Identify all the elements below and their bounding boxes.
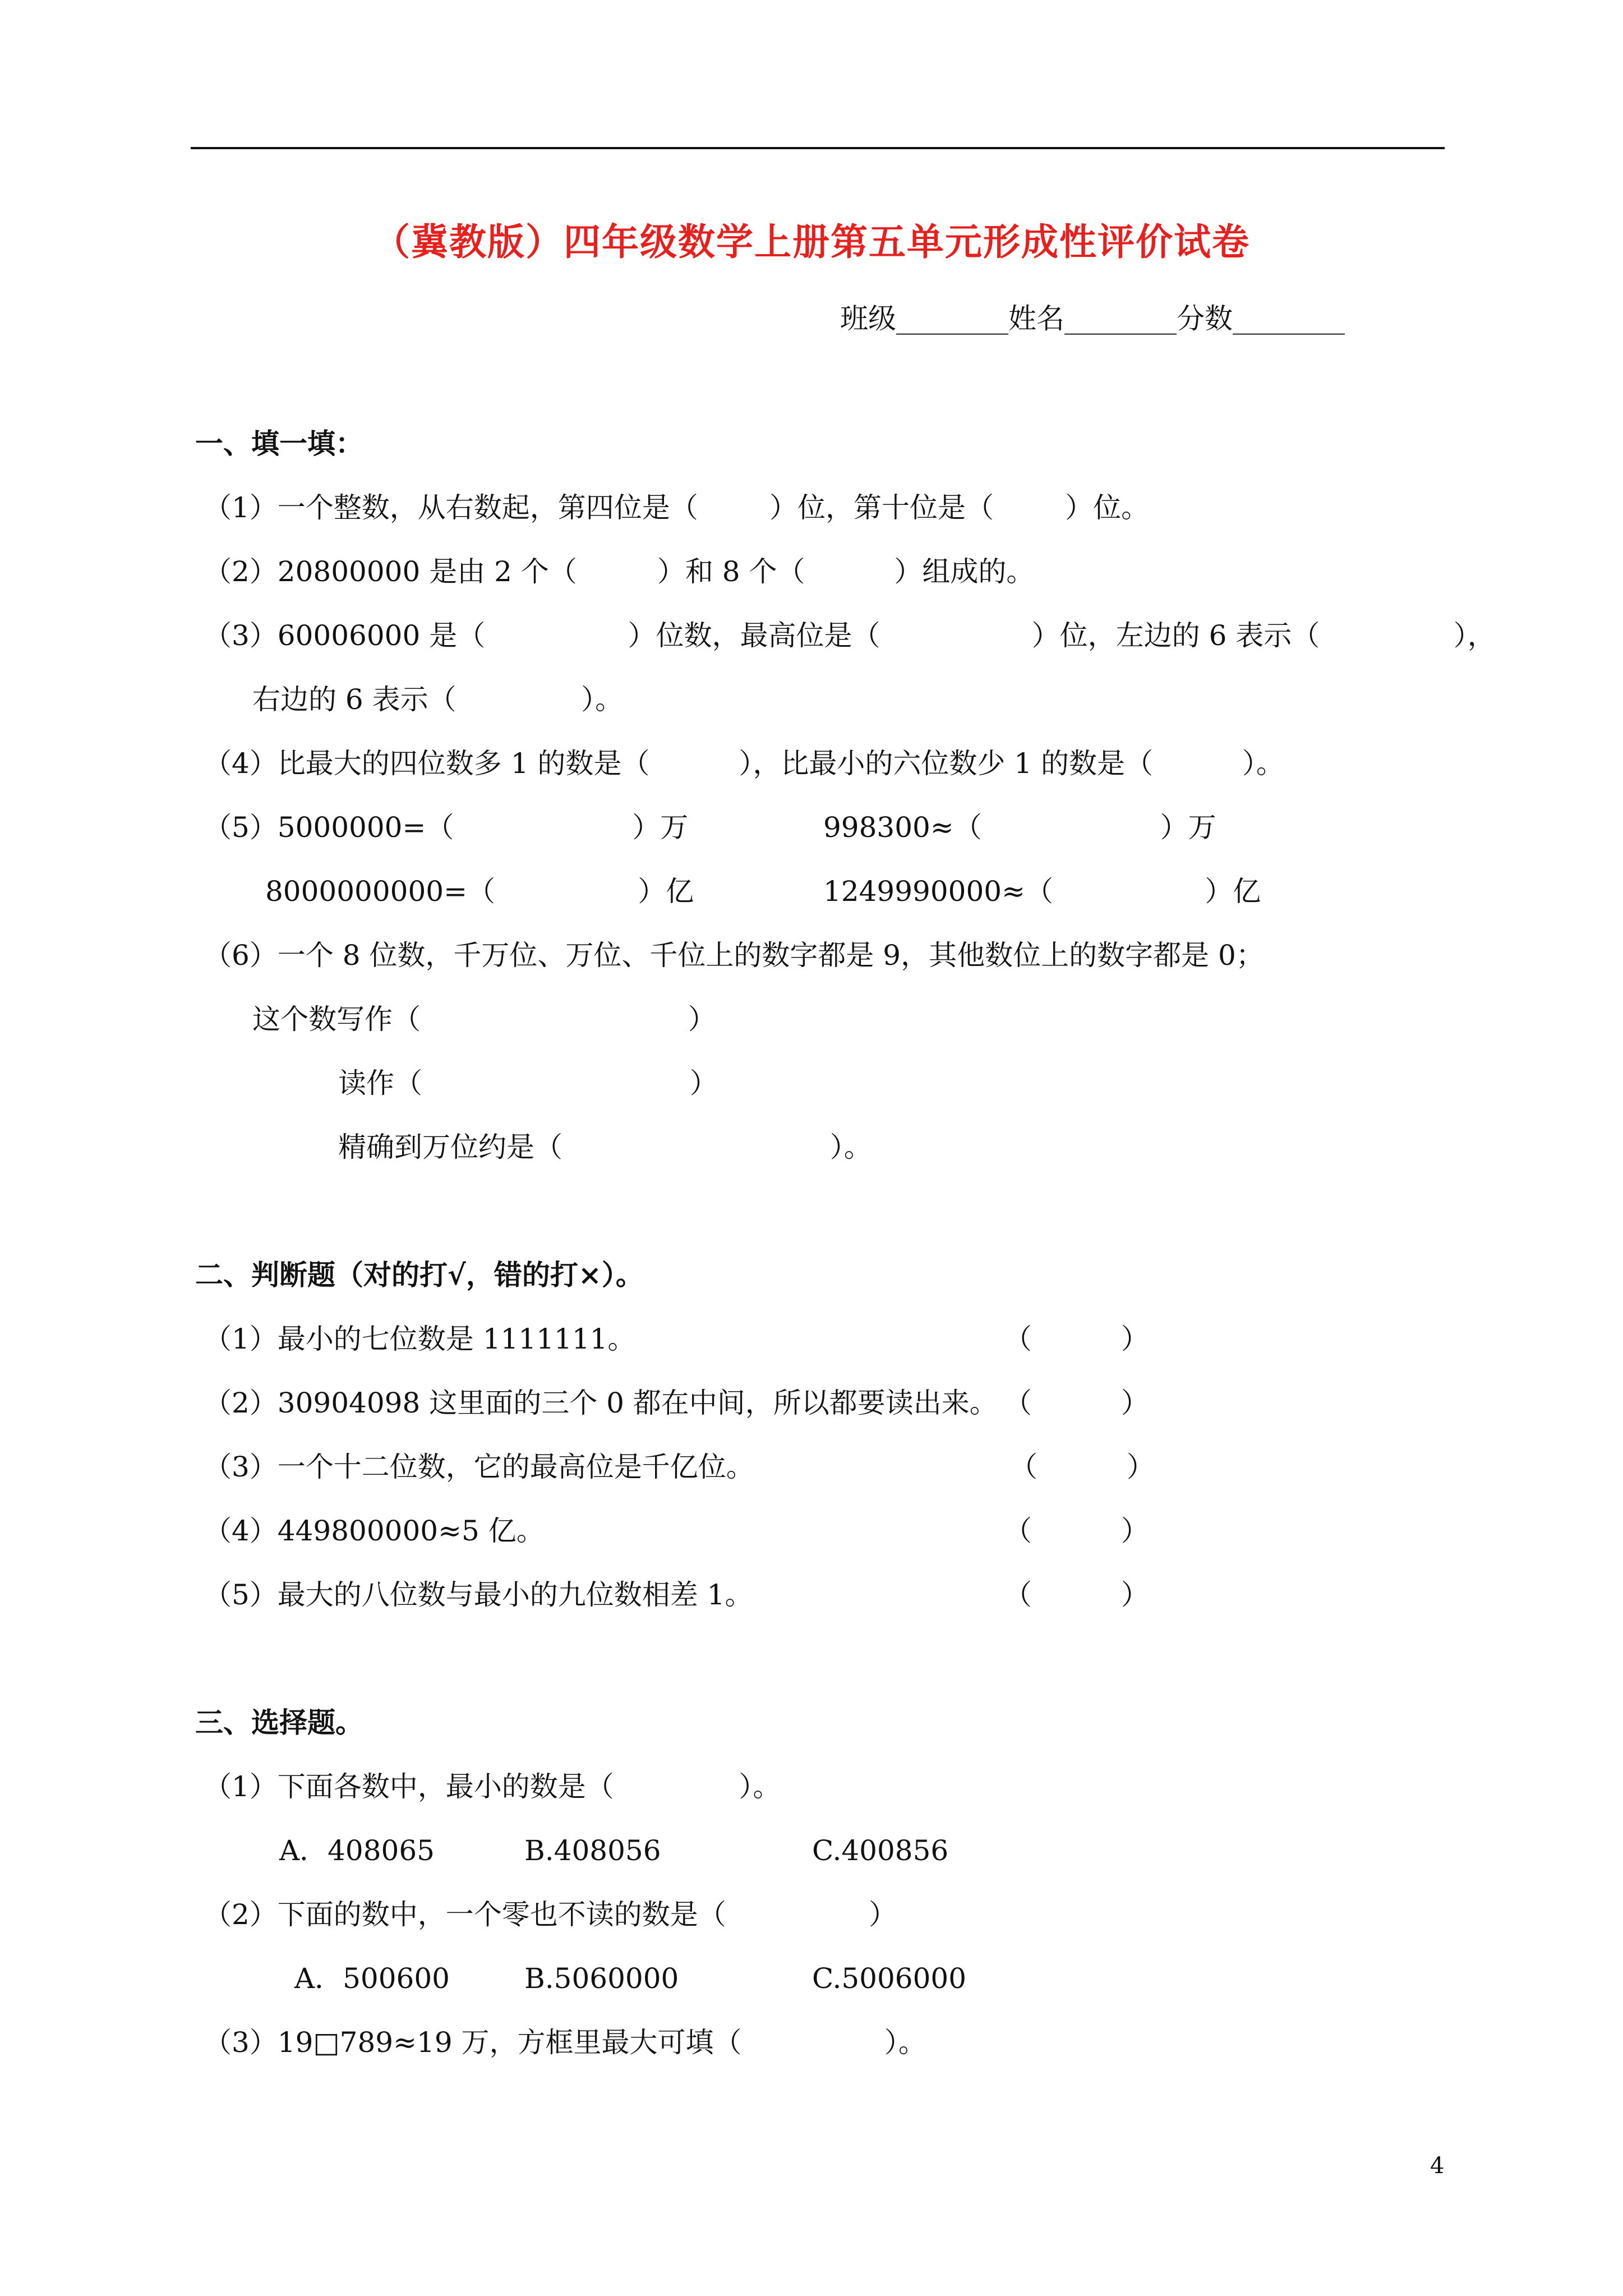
s3-q1-option-c: C.400856 (812, 1834, 949, 1867)
s3-q2: （2）下面的数中，一个零也不读的数是（ ） (204, 1898, 897, 1931)
s1-q3: （3）60006000 是（ ）位数，最高位是（ ）位，左边的 6 表示（ ）， (204, 619, 1496, 652)
s3-q1-option-a: A．408065 (279, 1834, 435, 1867)
s2-q3: （3）一个十二位数，它的最高位是千亿位。 (204, 1451, 754, 1483)
section3-heading: 三、选择题。 (195, 1706, 363, 1739)
s2-q4-box: （ ） (1004, 1515, 1149, 1547)
s1-q2: （2）20800000 是由 2 个（ ）和 8 个（ ）组成的。 (204, 555, 1035, 588)
s1-q5a: （5）5000000=（ ）万 (204, 811, 689, 844)
s3-q3: （3）19□789≈19 万，方框里最大可填（ ）。 (204, 2026, 926, 2059)
s2-q3-box: （ ） (1009, 1451, 1155, 1483)
s2-q4: （4）449800000≈5 亿。 (204, 1515, 545, 1547)
s1-q6-read: 读作（ ） (338, 1067, 718, 1099)
s1-q4: （4）比最大的四位数多 1 的数是（ ），比最小的六位数少 1 的数是（ ）。 (204, 747, 1284, 780)
s3-q2-option-c: C.5006000 (812, 1962, 967, 1995)
s3-q1: （1）下面各数中，最小的数是（ ）。 (204, 1770, 781, 1803)
s1-q6-round: 精确到万位约是（ ）。 (338, 1131, 872, 1163)
s2-q1: （1）最小的七位数是 1111111。 (204, 1323, 636, 1355)
section2-heading: 二、判断题（对的打√，错的打×）。 (195, 1258, 644, 1291)
section1-heading: 一、填一填： (195, 427, 363, 460)
s1-q6-write: 这个数写作（ ） (252, 1003, 716, 1036)
s3-q1-option-b: B.408056 (524, 1834, 661, 1867)
s3-q2-option-a: A．500600 (294, 1962, 450, 1995)
s1-q5b: 998300≈（ ）万 (823, 811, 1216, 844)
header-rule (191, 147, 1445, 149)
s2-q2: （2）30904098 这里面的三个 0 都在中间，所以都要读出来。 (204, 1387, 998, 1419)
student-info-line: 班级________姓名________分数________ (840, 302, 1345, 335)
s2-q5-box: （ ） (1004, 1579, 1149, 1611)
s1-q5d: 1249990000≈（ ）亿 (823, 875, 1261, 908)
s1-q3-cont: 右边的 6 表示（ ）。 (252, 683, 624, 716)
s3-q2-option-b: B.5060000 (524, 1962, 679, 1995)
s2-q5: （5）最大的八位数与最小的九位数相差 1。 (204, 1579, 753, 1611)
s2-q1-box: （ ） (1004, 1323, 1149, 1355)
s1-q5c: 8000000000=（ ）亿 (265, 875, 694, 908)
s2-q2-box: （ ） (1004, 1387, 1149, 1419)
exam-title: （冀教版）四年级数学上册第五单元形成性评价试卷 (373, 220, 1250, 264)
s1-q6: （6）一个 8 位数，千万位、万位、千位上的数字都是 9，其他数位上的数字都是 0； (204, 939, 1264, 972)
page-number: 4 (1430, 2153, 1445, 2179)
s1-q1: （1）一个整数，从右数起，第四位是（ ）位，第十位是（ ）位。 (204, 491, 1150, 524)
